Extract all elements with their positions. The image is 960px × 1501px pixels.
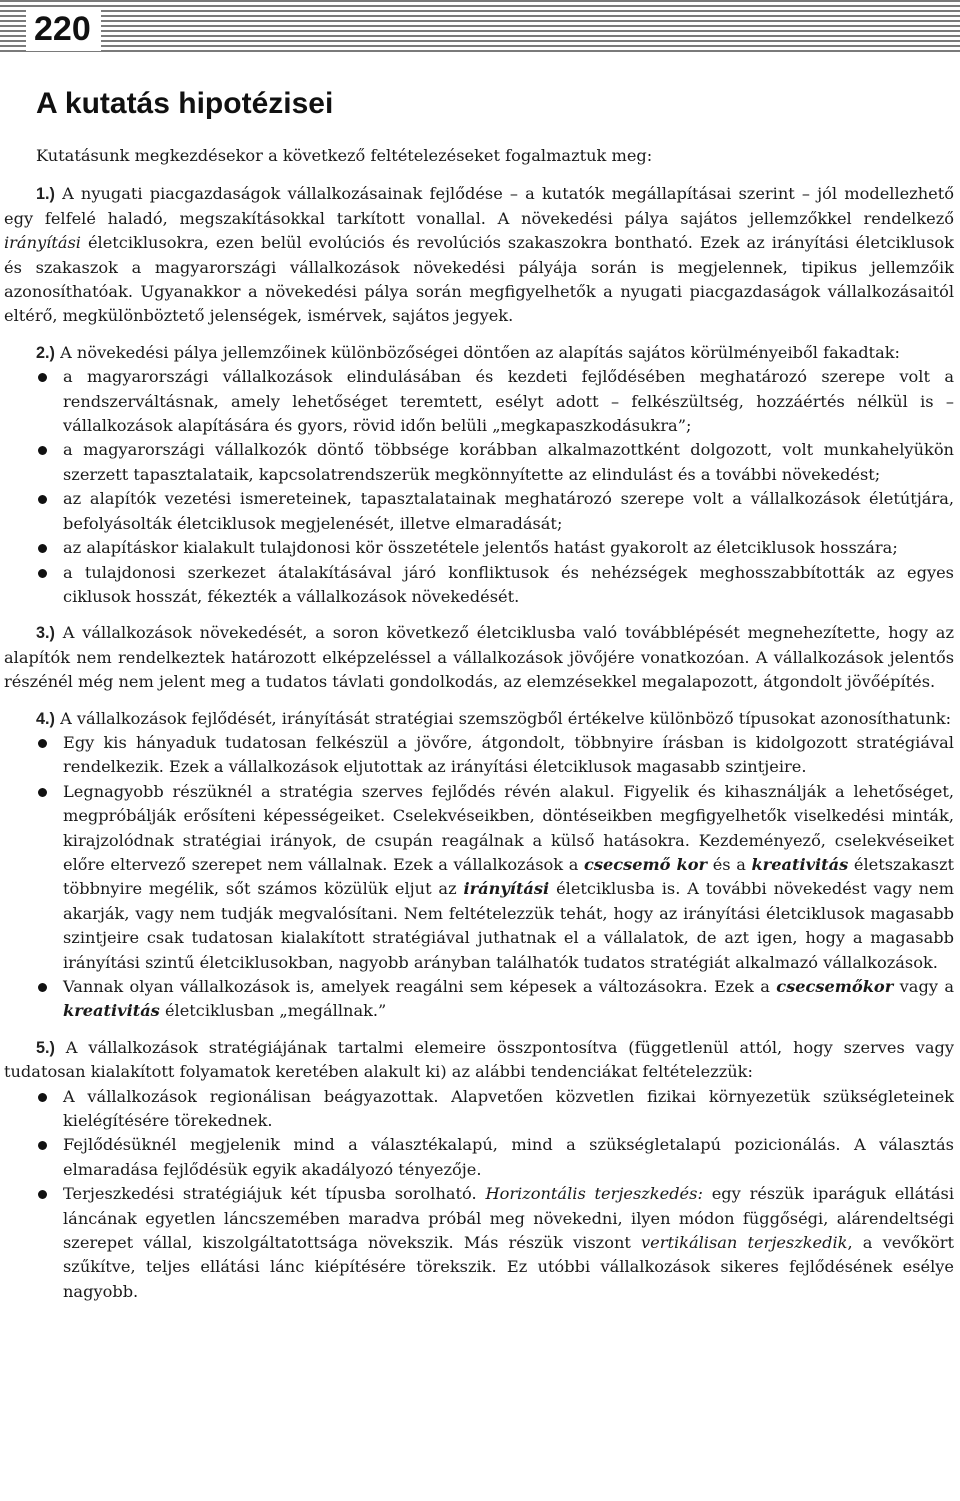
section-4-text: A vállalkozások fejlődését, irányítását stratégiai szemszögből értékelve különböző típusokat azonosíthatunk: (60, 708, 952, 728)
section-4-bullet-list (4, 731, 954, 1024)
section-3 (4, 621, 954, 694)
section-1 (4, 182, 954, 328)
list-item: Egy kis hányaduk tudatosan felkészül a jövőre, átgondolt, többnyire írásban is kidolgozott stratégiával rendelkezik. Ezek a vállalkozások eljutottak az irányítási életciklusok magasabb szintjeire. (4, 731, 954, 780)
page-number: 220 (26, 7, 101, 51)
section-2-number: 2.) (36, 343, 55, 362)
section-1-paragraph (4, 182, 954, 328)
section-3-number: 3.) (36, 624, 55, 643)
section-5-text: A vállalkozások stratégiájának tartalmi elemeire összpontosítva (függetlenül attól, hogy szerves vagy tudatosan kialakított folyamatok keretében alakult ki) az alábbi tendenciákat feltételezzük: (4, 1037, 954, 1082)
list-item-text: Vannak olyan vállalkozások is, amelyek reagálni sem képesek a változásokra. Ezek a (63, 977, 770, 996)
list-item-text: , a vevőkört szűkítve, teljes ellátási lánc kiépítésére törekszik. Ez utóbbi vállalkozások sikeres fejlődésének esélye nagyobb. (63, 1233, 954, 1301)
page-title: A kutatás hipotézisei (36, 87, 334, 120)
intro-paragraph: Kutatásunk megkezdésekor a következő feltételezéseket fogalmaztuk meg: (36, 146, 653, 165)
list-item-text: életciklusban „megállnak.” (164, 1001, 387, 1021)
section-3-paragraph (4, 621, 954, 694)
section-4 (4, 707, 954, 1024)
list-item: az alapítók vezetési ismereteinek, tapasztalatainak meghatározó szerepe volt a vállalkozások életútjára, befolyásolták életciklusok megjelenését, illetve elmaradását; (4, 487, 954, 536)
list-item: a tulajdonosi szerkezet átalakításával járó konfliktusok és nehézségek meghosszabbították az egyes ciklusok hosszát, fékezték a vállalkozások növekedését. (4, 561, 954, 610)
emphasis-term: csecsemőkor (776, 977, 894, 996)
list-item-text: egy részük iparáguk ellátási láncának egyetlen láncszemében maradva próbál meg növekedni, ilyen módon függőségi, alárendeltségi szerepet vállal, kiszolgáltatottsága növekszik. Más részük viszont (63, 1184, 954, 1253)
list-item: a magyarországi vállalkozások elindulásában és kezdeti fejlődésében meghatározó szerepe volt a rendszerváltásnak, amely lehetőséget teremtett, esélyt adott – felkészültség, hozzáértés nélkül is – vállalkozások alapítására és gyors, rövid időn belüli „megkapaszkodásukra”; (4, 365, 954, 438)
emphasis-term: kreativitás (751, 854, 849, 874)
section-2-paragraph (4, 341, 954, 365)
emphasis-term: irányítási (463, 879, 550, 899)
list-item (4, 975, 954, 1024)
list-item: Fejlődésüknél megjelenik mind a választékalapú, mind a szükségletalapú pozicionálás. A választás elmaradása fejlődésük egyik akadályozó tényezője. (4, 1133, 954, 1182)
section-3-text: A vállalkozások növekedését, a soron következő életciklusba való továbblépését megnehezítette, hogy az alapítók nem rendelkeztek határozott elképzeléssel a vállalkozások jövőjére vonatkozóan. A vállalkozások jelentős részénél még nem jelent meg a tudatos távlati gondolkodás, az elemzésekkel megalapozott, átgondolt jövőépítés. (4, 623, 954, 692)
list-item-text: vagy a (899, 977, 954, 996)
list-item (4, 1182, 954, 1304)
list-item-text: Legnagyobb részüknél a stratégia szerves fejlődés révén alakul. Figyelik és kihasználják a lehetőséget, megpróbálják erősíteni képességeiket. Cselekvéseikben, döntéseikben megfigyelhetők viselkedési minták, kirajzolódnak stratégiai irányok, de csupán reagálnak a külső hatásokra. Kezdeményező, cselekvéseiket előre eltervező szerepet nem vállalnak. Ezek a vállalkozások a (63, 781, 954, 874)
section-4-paragraph (4, 707, 954, 731)
section-1-emphasis: irányítási (4, 233, 81, 253)
section-1-text-cont: életciklusokra, ezen belül evolúciós és revolúciós szakaszokra bontható. Ezek az irányítási életciklusok és szakaszok a magyarországi vállalkozások növekedési pályája során is megjelennek, tipikus jellemzőik azonosíthatóak. Ugyanakkor a növekedési pálya során megfigyelhetők a nyugati piacgazdaságok vállalkozásaitól eltérő, megkülönböztető jelenségek, ismérvek, sajátos jegyek. (4, 233, 954, 326)
section-2-bullet-list (4, 365, 954, 609)
list-item-text: életciklusba is. A további növekedést vagy nem akarják, vagy nem tudják megvalósítani. Nem feltételezzük tehát, hogy az irányítási életciklusok magasabb szintjeire csak tudatosan kialakított stratégiával juthatnak el a vállalatok, de azt igen, hogy a magasabb irányítási szintű életciklusokban, nagyobb arányban találhatók tudatos stratégiát alkalmazó vállalkozások. (63, 879, 954, 972)
section-5-bullet-list (4, 1085, 954, 1305)
list-item-text: életszakaszt többnyire megélik, sőt számos közülük eljut az (63, 854, 954, 899)
document-body (4, 144, 954, 1304)
list-item: A vállalkozások regionálisan beágyazottak. Alapvetően közvetlen fizikai környezetük szükségleteinek kielégítésére törekednek. (4, 1085, 954, 1134)
list-item (4, 780, 954, 975)
emphasis-term: csecsemő kor (583, 854, 708, 874)
section-5 (4, 1036, 954, 1304)
list-item: a magyarországi vállalkozók döntő többsége korábban alkalmazottként dolgozott, volt munkahelyükön szerzett tapasztalataik, kapcsolatrendszerük megkönnyítette az elindulást és a további növekedést; (4, 438, 954, 487)
list-item: az alapításkor kialakult tulajdonosi kör összetétele jelentős hatást gyakorolt az életciklusok hosszára; (4, 536, 954, 560)
emphasis-term: Horizontális terjeszkedés: (485, 1184, 703, 1204)
section-2 (4, 341, 954, 609)
list-item-text: és a (712, 854, 746, 874)
section-1-text: A nyugati piacgazdaságok vállalkozásainak fejlődése – a kutatók megállapításai szerint – jól modellezhető egy felfelé haladó, megszakításokkal tarkított vonallal. A növekedési pálya sajátos jellemzőkkel rendelkező (4, 184, 954, 228)
page-header-band (0, 0, 960, 54)
emphasis-term: vertikálisan terjeszkedik (641, 1233, 848, 1253)
section-4-number: 4.) (36, 709, 55, 728)
section-1-number: 1.) (36, 185, 55, 204)
emphasis-term: kreativitás (63, 1001, 160, 1021)
section-2-text: A növekedési pálya jellemzőinek különbözőségei döntően az alapítás sajátos körülményeiből fakadtak: (60, 342, 900, 362)
section-5-paragraph (4, 1036, 954, 1085)
list-item-text: Terjeszkedési stratégiájuk két típusba sorolható. (63, 1184, 477, 1204)
section-5-number: 5.) (36, 1038, 55, 1057)
